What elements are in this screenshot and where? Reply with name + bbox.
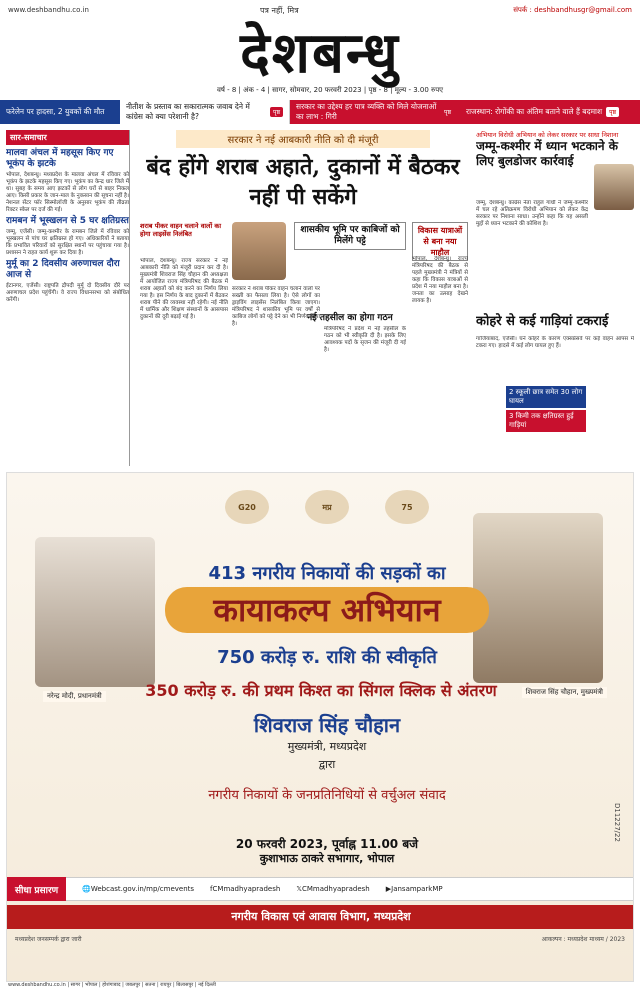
highlight-item: 3 किमी तक क्षतिग्रस्त हुई गाड़ियां [506, 410, 586, 432]
highlight-item: 2 स्कूली छात्र समेत 30 लोग घायल [506, 386, 586, 408]
website-link[interactable]: www.deshbandhu.co.in [8, 6, 89, 14]
page-tag: पृष्ठ [270, 107, 283, 117]
rahul-gandhi-photo [594, 164, 634, 210]
lead-body: सरकार ने शराब पीकर वाहन चलाने वालों पर सख्ती का फैसला लिया है। ऐसे लोगों का ड्राइविंग लाइसेंस निलंबित किया जाएगा। मंत्रिपरिषद ने शासकीय भूमि पर वर्षों से काबिज लोगों को पट्टे देने का भी निर्णय लिया है। [232, 286, 320, 327]
g20-logo: G20 [225, 490, 269, 524]
headline-strip [0, 100, 640, 124]
twitter-icon: 𝕏 [296, 885, 302, 893]
ad-date: 20 फरवरी 2023, पूर्वाह्न 11.00 बजे [235, 837, 419, 851]
ad-line: नगरीय निकायों के जनप्रतिनिधियों से वर्चुअल संवाद [208, 788, 446, 803]
story-body: भोपाल, देशबन्धु। मध्यप्रदेश के मालवा अंचल में रविवार को भूकंप के झटके महसूस किए गए। भूकंप का केन्द्र धार जिले में था। सुबह के समय आए झटकों से लोग घरों से बाहर निकल आए। किसी प्रकार के जान-माल के नुकसान की सूचना नहीं है। नेशनल सेंटर फॉर सिस्मोलॉजी के अनुसार भूकंप की तीव्रता रिक्टर स्केल पर दर्ज की गई। [6, 172, 129, 213]
prime-minister-photo [35, 537, 155, 687]
strip-item[interactable]: फरेलेन पर हादसा, 2 युवकों की मौत [0, 100, 120, 124]
page-tag: पृष्ठ [606, 107, 619, 117]
story-headline[interactable]: मालवा अंचल में महसूस किए गए भूकंप के झटके [6, 148, 114, 169]
twitter-handle[interactable]: CMmadhyapradesh [301, 885, 370, 893]
contact-email[interactable]: संपर्क : deshbandhusgr@gmail.com [513, 6, 632, 14]
ad-line: 350 करोड़ रु. की प्रथम किश्त का सिंगल क्लिक से अंतरण [145, 681, 497, 700]
side-body: भोपाल, देशबन्धु। राज्य मंत्रिपरिषद की बैठक से पहले मुख्यमंत्री ने मंत्रियों से कहा कि विकास यात्राओं से प्रदेश में नया माहौल बना है। जनता का उत्साह देखने लायक है। [412, 256, 468, 304]
section-heading: सार-समाचार [6, 130, 129, 145]
subheadline-box: शासकीय भूमि पर काबिजों को मिलेंगे पट्टे [294, 222, 406, 250]
story-headline[interactable]: रामबन में भूस्खलन से 5 घर क्षतिग्रस्त [6, 216, 129, 226]
right-headline[interactable]: कोहरे से कई गाड़ियां टकराई [476, 314, 609, 329]
chief-minister-ad-photo [473, 513, 603, 683]
right-headline[interactable]: जम्मू-कश्मीर में ध्यान भटकाने के लिए बुलडोजर कार्रवाई [476, 139, 618, 168]
ad-line: 413 नगरीय निकायों की सड़कों का [208, 563, 446, 584]
dateline: वर्ष - 8 | अंक - 4 | सागर, सोमवार, 20 फरवरी 2023 | पृष्ठ - 8 | मूल्य - 3.00 रुपए [216, 86, 444, 94]
ad-line: द्वारा [318, 758, 336, 771]
photo-caption: शराब पीकर वाहन चलाने वालों का होगा लाइसेंस निलंबित [140, 222, 222, 238]
subheadline: नई तहसील का होगा गठन [307, 313, 393, 323]
left-column [6, 130, 130, 466]
slogan: पत्र नहीं, मित्र [260, 6, 299, 15]
story-headline[interactable]: मुर्मू का 2 दिवसीय अरुणाचल दौरा आज से [6, 259, 120, 280]
right-body: जम्मू, देशबन्धु। कांग्रेस नेता राहुल गांधी ने जम्मू-कश्मीर में चल रहे अतिक्रमण विरोधी अभियान को लेकर केंद्र सरकार पर निशाना साधा। उन्होंने कहा कि यह असली मुद्दों से ध्यान भटकाने की कोशिश है। [476, 200, 588, 227]
facebook-icon: f [210, 885, 213, 893]
masthead [110, 20, 530, 86]
chief-minister-photo [232, 222, 286, 280]
story-body: जम्मू, एजेंसी। जम्मू-कश्मीर के रामबन जिले में रविवार को भूस्खलन से पांच घर क्षतिग्रस्त हो गए। अधिकारियों ने बताया कि प्रभावित परिवारों को सुरक्षित स्थानों पर पहुंचाया गया है। प्रशासन ने राहत कार्य शुरू कर दिया है। [6, 229, 129, 256]
lead-headline[interactable]: बंद होंगे शराब अहाते, दुकानों में बैठकर नहीं पी सकेंगे [146, 154, 460, 210]
right-column [476, 130, 636, 466]
ad-designer: आकल्पन : मध्यप्रदेश माध्यम / 2023 [541, 936, 625, 943]
live-broadcast-label: सीधा प्रसारण [7, 877, 66, 901]
facebook-handle[interactable]: CMmadhyapradesh [212, 885, 281, 893]
jansampark-handle[interactable]: JansamparkMP [391, 885, 443, 893]
ad-logos [207, 487, 447, 527]
pm-caption: नरेन्द्र मोदी, प्रधानमंत्री [43, 691, 106, 702]
highlight-box [506, 386, 586, 434]
right-body: गाजियाबाद, एजेंसी। घने कोहरे के कारण एक्सप्रेसवे पर कई वाहन आपस में टकरा गए। हादसे में कई लोग घायल हुए हैं। [476, 336, 634, 349]
ad-line: शिवराज सिंह चौहान [253, 713, 401, 737]
strip-item[interactable]: राजस्थान: रोगोंकी का अंतिम बताने वाले हैं बदमाश पृष्ठ [460, 100, 640, 124]
right-kicker: अभियान विरोधी अभियान को लेकर सरकार पर साधा निशाना [476, 131, 619, 139]
ad-line: 750 करोड़ रु. राशि की स्वीकृति [217, 647, 437, 668]
lead-story [136, 130, 470, 466]
cm-caption: शिवराज सिंह चौहान, मुख्यमंत्री [522, 687, 607, 698]
newspaper-logo: देशबन्धु [240, 20, 400, 86]
ad-footer: नगरीय विकास एवं आवास विभाग, मध्यप्रदेश [7, 905, 634, 929]
page-tag: पृष्ठ [441, 107, 454, 117]
government-advertisement [6, 472, 634, 982]
ad-code: D11227/22 [613, 803, 621, 842]
ad-social-bar [7, 877, 634, 901]
globe-icon: 🌐 [82, 885, 91, 893]
lead-body: मंत्रिपरिषद ने प्रदेश में नई तहसील के गठन को भी स्वीकृति दी है। इसके लिए आवश्यक पदों के सृजन की मंजूरी दी गई है। [324, 326, 406, 353]
strip-item[interactable]: सरकार का उद्देश्य हर पात्र व्यक्ति को मिले योजनाओं का लाभ : गिरी पृष्ठ [290, 100, 460, 124]
youtube-icon: ▶ [385, 885, 392, 893]
lead-kicker: सरकार ने नई आबकारी नीति को दी मंजूरी [176, 130, 430, 148]
ad-campaign-title: कायाकल्प अभियान [165, 587, 489, 633]
bottom-bar: www.deshbandhu.co.in | सागर | भोपाल | होशंगाबाद | जबलपुर | सतना | रायपुर | बिलासपुर | नई दिल्ली [8, 982, 216, 988]
ad-line: मुख्यमंत्री, मध्यप्रदेश [287, 740, 367, 753]
story-body: ईटानगर, एजेंसी। राष्ट्रपति द्रौपदी मुर्मू दो दिवसीय दौरे पर अरुणाचल प्रदेश पहुंचेंगी। वे राज्य विधानसभा को संबोधित करेंगी। [6, 283, 129, 303]
lead-body: भोपाल, देशबन्धु। राज्य सरकार ने नई आबकारी नीति को मंजूरी प्रदान कर दी है। मुख्यमंत्री शिवराज सिंह चौहान की अध्यक्षता में आयोजित राज्य मंत्रिपरिषद की बैठक में शराब अहातों को बंद करने का निर्णय लिया गया है। इस निर्णय के बाद दुकानों में बैठकर शराब पीने की व्यवस्था नहीं रहेगी। नई नीति में धार्मिक और शिक्षण संस्थानों के आसपास दुकानों की दूरी बढ़ाई गई है। [140, 258, 228, 320]
strip-item[interactable]: नीतीश के प्रस्ताव का सकारात्मक जवाब देने में कांग्रेस को क्या परेशानी है? पृष्ठ [120, 100, 290, 124]
mp-emblem-logo: मप्र [305, 490, 349, 524]
ad-issuer: मध्यप्रदेश जनसम्पर्क द्वारा जारी [15, 936, 82, 943]
side-box: विकास यात्राओं से बना नया माहौल [412, 222, 468, 261]
ad-venue: कुशाभाऊ ठाकरे सभागार, भोपाल [259, 852, 395, 865]
azadi-logo: 75 [385, 490, 429, 524]
webcast-link[interactable]: Webcast.gov.in/mp/cmevents [90, 885, 195, 893]
